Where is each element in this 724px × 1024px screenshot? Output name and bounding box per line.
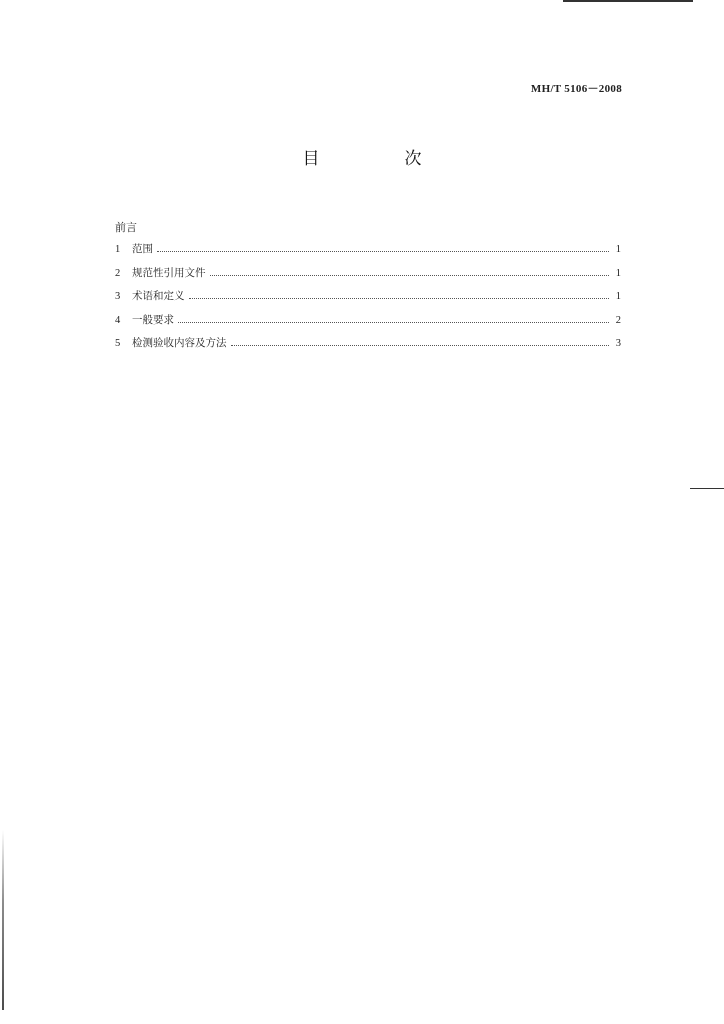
toc-entry-number: 2: [115, 267, 121, 279]
toc-entry-number: 1: [115, 244, 121, 255]
toc-entry-number: 3: [115, 291, 121, 302]
toc-entry-page: 1: [615, 291, 621, 302]
toc-entry-number: 5: [115, 338, 121, 349]
document-code: MH/T 5106－2008: [530, 83, 622, 95]
toc-entry-label: 一般要求: [132, 313, 174, 326]
toc-leader-dots: [210, 274, 610, 276]
toc-entry: [115, 335, 621, 359]
toc-leader-dots: [178, 321, 609, 323]
toc-entry: [115, 312, 621, 336]
toc-leader-dots: [157, 250, 609, 252]
scan-artifact-left-edge: [2, 830, 4, 1010]
scan-artifact-top-line: [563, 0, 693, 2]
toc-entry-label: 规范性引用文件: [132, 266, 206, 279]
toc-leader-dots: [231, 344, 610, 346]
toc-entry: [115, 265, 621, 289]
toc-entry-page: 2: [615, 314, 621, 326]
toc-entry-page: 1: [615, 244, 621, 255]
toc-entry-page: 1: [615, 267, 621, 279]
toc-leader-dots: [189, 297, 610, 299]
toc-entry-label: 范围: [132, 243, 153, 255]
toc-entry-label: 检测验收内容及方法: [132, 337, 227, 349]
toc-entry: [115, 241, 621, 265]
toc-list: [115, 241, 621, 359]
scan-artifact-right-mark: [690, 488, 724, 489]
toc-entry-label: 术语和定义: [132, 290, 185, 302]
toc-entry: [115, 288, 621, 312]
toc-entry-page: 3: [615, 338, 621, 349]
toc-entry-number: 4: [115, 314, 121, 326]
toc-title: 目 次: [302, 149, 456, 169]
toc-foreword-entry: 前言: [115, 221, 137, 234]
